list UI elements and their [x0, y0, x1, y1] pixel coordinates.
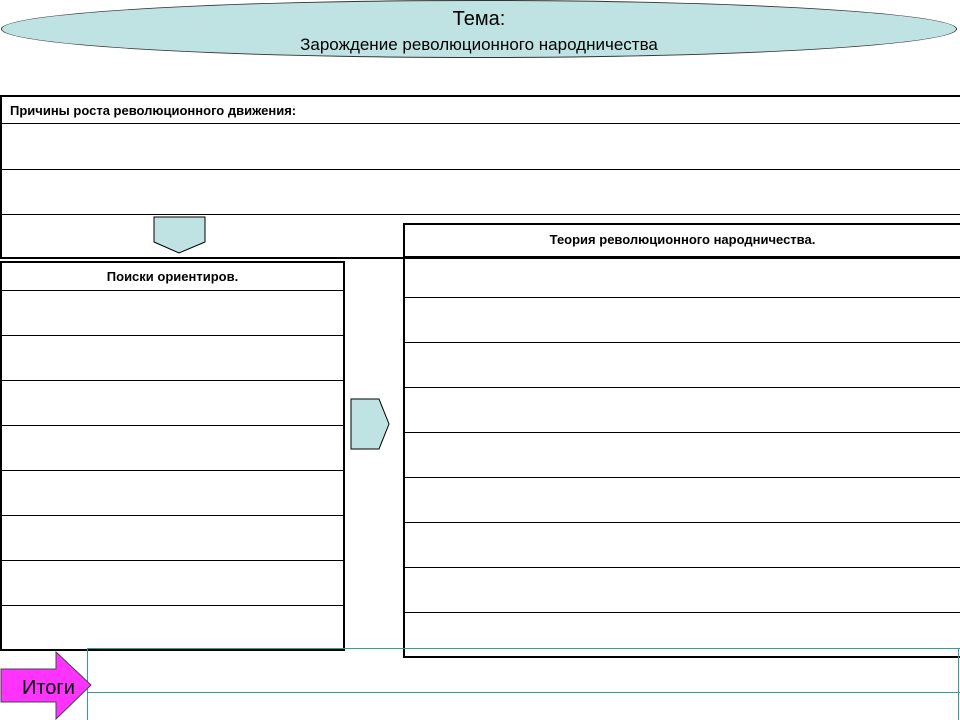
results-guide-line: [87, 648, 960, 649]
right-row-line: [405, 432, 960, 433]
right-row-line: [405, 612, 960, 613]
left-row-line: [2, 605, 343, 606]
results-label: Итоги: [22, 677, 75, 699]
causes-row-line: [2, 169, 960, 170]
left-row-line: [2, 380, 343, 381]
left-row-line: [2, 425, 343, 426]
left-table-header: Поиски ориентиров.: [2, 263, 343, 291]
left-row-line: [2, 470, 343, 471]
right-row-line: [405, 297, 960, 298]
right-row-line: [405, 522, 960, 523]
right-row-line: [405, 477, 960, 478]
causes-row-line: [2, 214, 960, 215]
title-subject: Зарождение революционного народничества: [300, 35, 658, 54]
down-arrow-icon: [153, 216, 206, 254]
results-guide-line: [958, 648, 959, 720]
right-row-line: [405, 342, 960, 343]
results-guide-line: [87, 692, 960, 693]
causes-header: Причины роста революционного движения:: [2, 97, 960, 124]
right-row-line: [405, 387, 960, 388]
left-row-line: [2, 335, 343, 336]
title-ellipse: [1, 0, 957, 58]
search-orientations-table: [0, 261, 345, 651]
right-table-header: Теория революционного народничества.: [405, 225, 960, 258]
left-row-line: [2, 515, 343, 516]
right-row-line: [405, 567, 960, 568]
right-arrow-icon: [350, 398, 390, 450]
title-label: Тема:: [452, 8, 506, 30]
left-row-line: [2, 560, 343, 561]
theory-table: [403, 223, 960, 658]
